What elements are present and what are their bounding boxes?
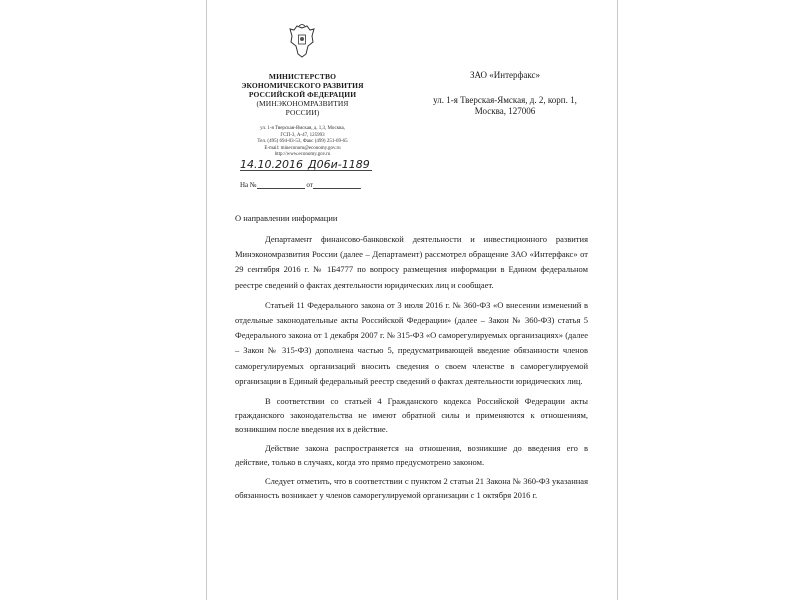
registration-underline <box>240 170 372 171</box>
sender-address: ул. 1-я Тверская-Ямская, д. 1,3, Москва, <box>260 126 345 131</box>
ministry-line-1: МИНИСТЕРСТВО <box>268 72 337 81</box>
handwritten-number: Д06и-1189 <box>308 158 370 171</box>
sender-contacts <box>240 126 365 159</box>
ot-label: от <box>306 181 313 189</box>
na-blank-line <box>257 181 305 189</box>
letter-subject: О направлении информации <box>235 213 338 223</box>
ministry-line-3: РОССИЙСКОЙ ФЕДЕРАЦИИ <box>248 90 357 99</box>
paragraph-1: Департамент финансово-банковской деятельности и инвестиционного развития Минэкономразвития России (далее – Департамент) рассмотрел обращение ЗАО «Интерфакс» от 29 сентября 2016 г. № 1Б4777 по вопросу размещения информации в Едином федеральном реестре сведений о фактах деятельности юридических лиц и сообщает. <box>235 234 588 290</box>
ot-blank-line <box>313 181 361 189</box>
sender-ministry-name <box>240 72 365 117</box>
coat-of-arms-emblem-icon <box>288 24 316 58</box>
addressee-address-1: ул. 1-я Тверская-Ямская, д. 2, корп. 1, <box>433 95 577 105</box>
letter-body <box>235 232 588 507</box>
paragraph-2: Статьей 11 Федерального закона от 3 июля 2016 г. № 360-ФЗ «О внесении изменений в отдельные законодательные акты Российской Федерации» (далее – Закон № 360-ФЗ) статья 5 Федерального закона от 1 декабря 2007 г. № 315-ФЗ «О саморегулируемых организациях» (далее – Закон № 315-ФЗ) дополнена частью 5, предусматривающей введение обязанности членов саморегулируемых организаций вносить сведения о своем членстве в саморегулируемой организации в Единый федеральный реестр сведений о фактах деятельности юридических лиц. <box>235 299 588 386</box>
na-label: На № <box>240 181 257 189</box>
handwritten-date: 14.10.2016 <box>240 158 303 171</box>
addressee-block <box>420 70 590 117</box>
paragraph-4: Действие закона распространяется на отношения, возникшие до введения его в действие, только в случаях, когда это прямо предусмотрено законом. <box>235 443 588 468</box>
ministry-line-2: ЭКОНОМИЧЕСКОГО РАЗВИТИЯ <box>241 81 364 90</box>
sender-phone: Тел. (495) 694-03-53, Факс (499) 251-69-65 <box>257 139 348 145</box>
reply-reference-field <box>240 181 361 189</box>
addressee-address-2: Москва, 127006 <box>474 106 536 116</box>
addressee-org: ЗАО «Интерфакс» <box>469 70 541 80</box>
sender-gsp: ГСП-3, А-47, 125993 <box>280 132 325 138</box>
sender-email: E-mail: mineconom@economy.gov.ru <box>264 145 341 151</box>
sender-web: http://www.economy.gov.ru <box>274 152 331 158</box>
paragraph-3: В соответствии со статьей 4 Гражданского кодекса Российской Федерации акты гражданского законодательства не имеют обратной силы и применяются к отношениям, возникшим после введения их в действие. <box>235 396 588 435</box>
paragraph-5: Следует отметить, что в соответствии с пунктом 2 статьи 21 Закона № 360-ФЗ указанная обязанность возникает у членов саморегулируемой организации с 1 октября 2016 г. <box>235 476 588 501</box>
ministry-short-name: (МИНЭКОНОМРАЗВИТИЯ РОССИИ) <box>256 99 349 117</box>
